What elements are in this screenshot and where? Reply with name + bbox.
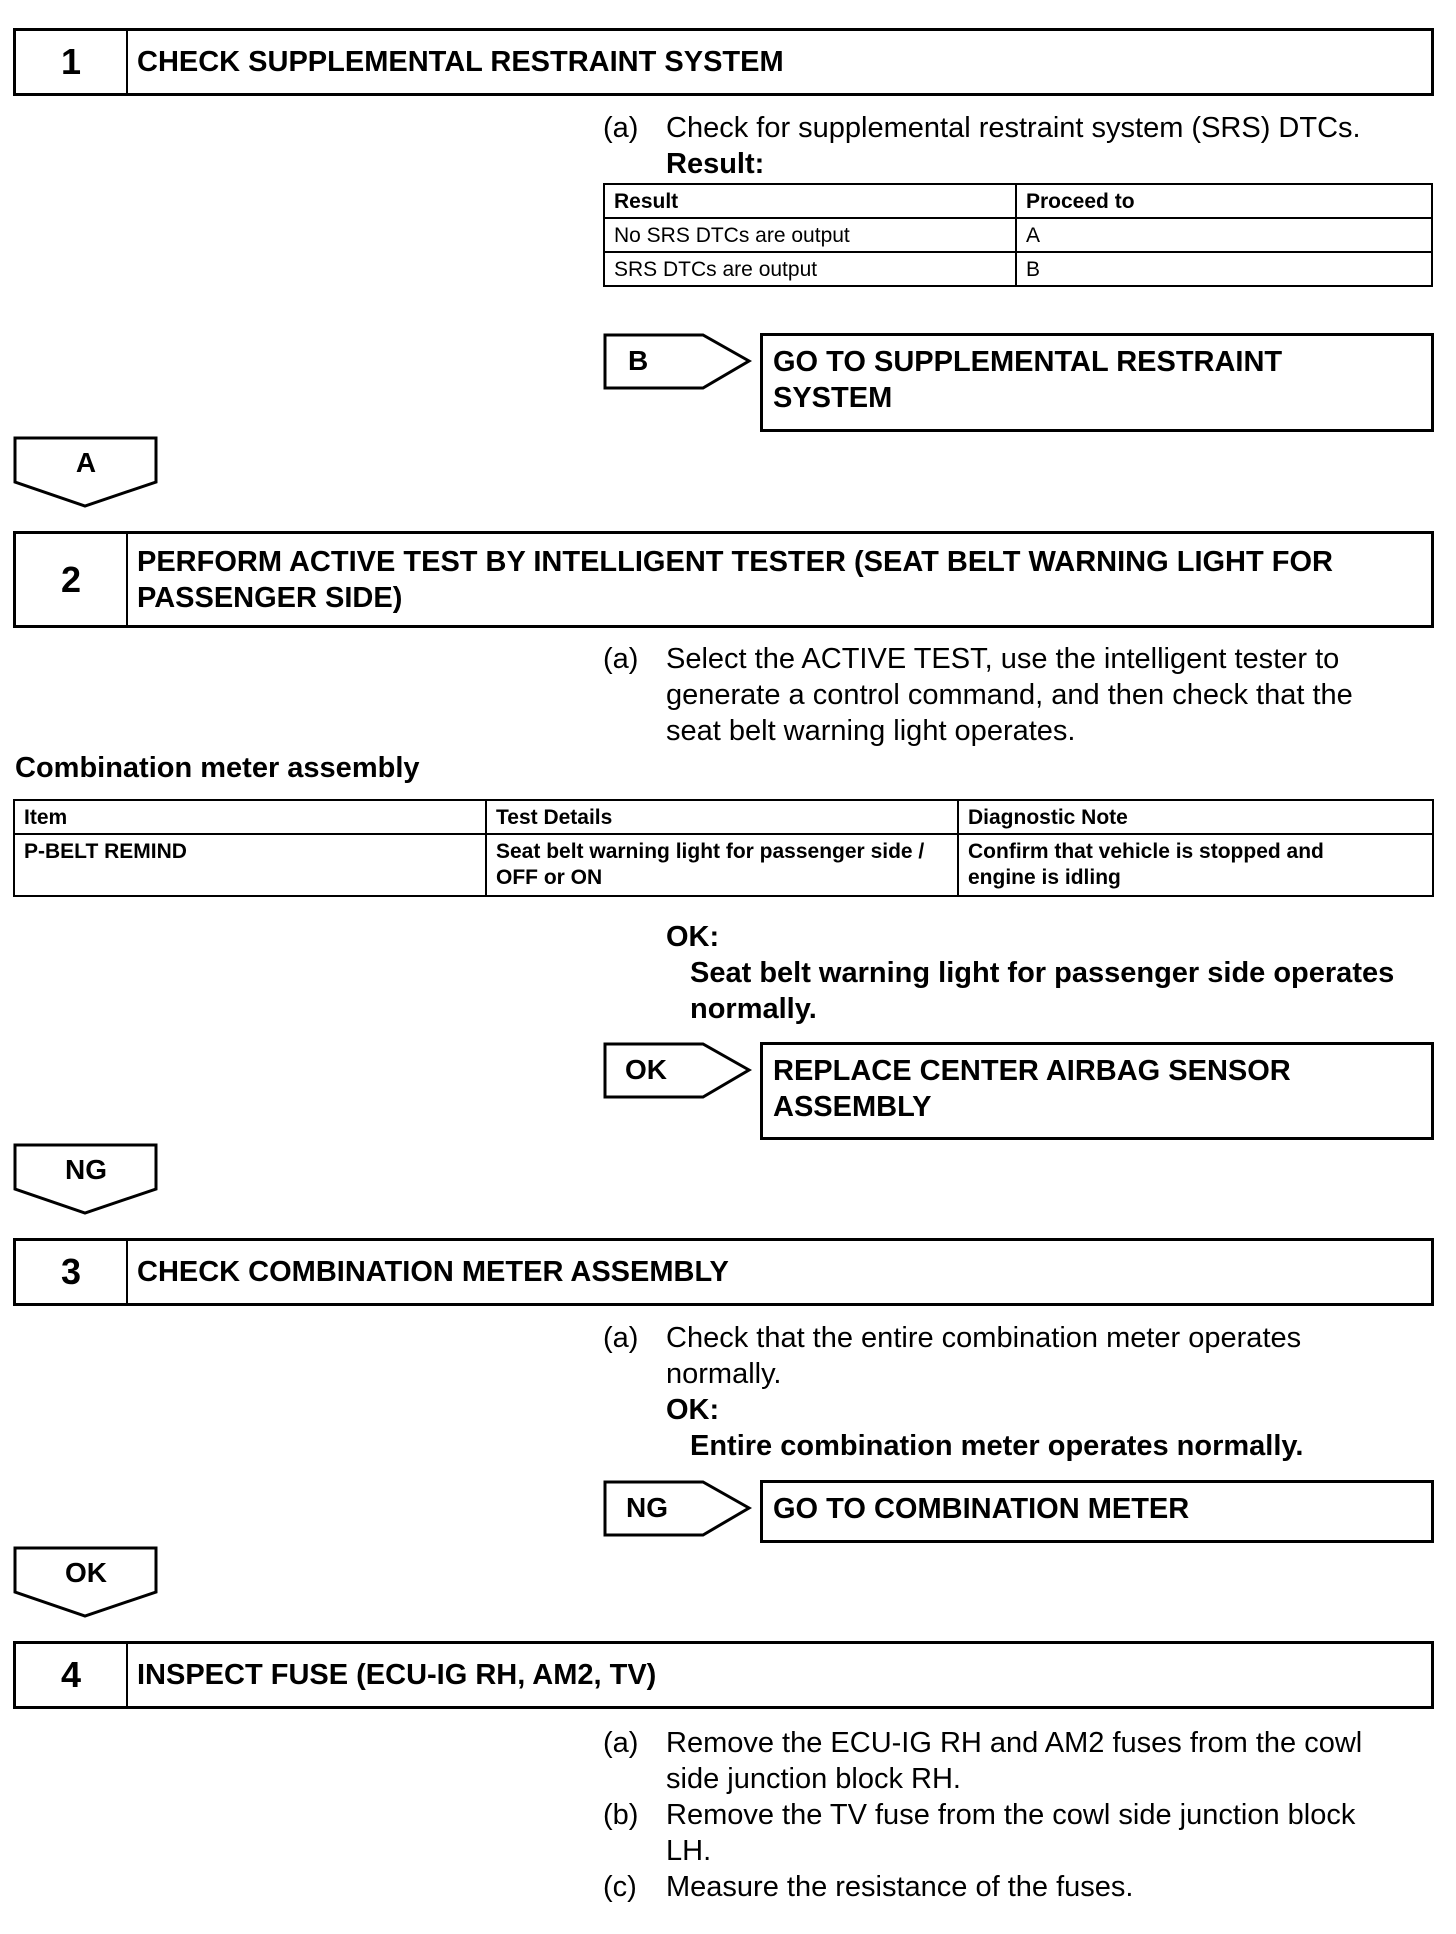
step-title: CHECK SUPPLEMENTAL RESTRAINT SYSTEM (137, 46, 784, 78)
instruction-line: Remove the ECU-IG RH and AM2 fuses from the cowl (666, 1727, 1363, 1759)
continue-label: A (75, 447, 97, 478)
branch-destination-box (760, 1042, 1434, 1140)
instruction-line: Select the ACTIVE TEST, use the intelligent tester to (666, 643, 1340, 675)
table-row (604, 218, 1432, 252)
step-4-header (13, 1641, 1434, 1709)
cell-line: Confirm that vehicle is stopped and (968, 840, 1324, 863)
ok-heading: OK: (666, 921, 720, 953)
table-cell: No SRS DTCs are output (604, 218, 1016, 252)
ok-criteria-line: normally. (690, 993, 817, 1025)
cell-line: Seat belt warning light for passenger side / (496, 840, 925, 863)
branch-label: OK (625, 1054, 667, 1085)
table-cell (486, 834, 958, 896)
step-title (137, 534, 1421, 625)
destination-line: GO TO SUPPLEMENTAL RESTRAINT (773, 346, 1283, 378)
instruction-line: LH. (666, 1835, 712, 1867)
instruction-text (666, 1320, 1301, 1392)
instruction-line: generate a control command, and then check that the (666, 679, 1353, 711)
step-2-header (13, 531, 1434, 628)
instruction-line: seat belt warning light operates. (666, 715, 1076, 747)
destination-line: ASSEMBLY (773, 1091, 932, 1123)
result-heading: Result: (666, 148, 765, 180)
step-title-line: PASSENGER SIDE) (137, 581, 403, 614)
table-row (14, 834, 1433, 896)
result-table (603, 183, 1433, 287)
instruction-line: Check that the entire combination meter operates (666, 1322, 1302, 1354)
destination-line: REPLACE CENTER AIRBAG SENSOR (773, 1055, 1291, 1087)
table-cell: P-BELT REMIND (14, 834, 486, 896)
instruction (603, 1869, 1423, 1909)
branch-destination-box (760, 333, 1434, 432)
instruction-line: Remove the TV fuse from the cowl side junction block (666, 1799, 1356, 1831)
destination-line: GO TO COMBINATION METER (773, 1493, 1190, 1525)
cell-line: engine is idling (968, 866, 1121, 889)
table-header-row (604, 184, 1432, 218)
instruction (603, 641, 1423, 751)
instruction-text (666, 1725, 1362, 1797)
table-header-row (14, 800, 1433, 834)
table-header: Result (604, 184, 1016, 218)
table-caption: Combination meter assembly (15, 752, 420, 784)
instruction-line: Measure the resistance of the fuses. (666, 1871, 1134, 1903)
instruction-text: Check for supplemental restraint system (SRS) DTCs. (666, 112, 1361, 144)
table-header: Test Details (486, 800, 958, 834)
instruction-label: (b) (603, 1799, 639, 1831)
branch-label: NG (626, 1492, 668, 1523)
instruction (603, 1797, 1423, 1869)
step-title: INSPECT FUSE (ECU-IG RH, AM2, TV) (137, 1659, 657, 1691)
instruction (603, 1320, 1423, 1392)
branch-arrow-icon (603, 333, 753, 391)
table-cell: B (1016, 252, 1432, 286)
step-title: CHECK COMBINATION METER ASSEMBLY (137, 1256, 729, 1288)
step-number: 3 (16, 1241, 128, 1303)
instruction-label: (a) (603, 112, 639, 144)
step-1-header (13, 28, 1434, 96)
table-header: Item (14, 800, 486, 834)
table-cell (958, 834, 1433, 896)
instruction-label: (a) (603, 643, 639, 675)
destination-line: SYSTEM (773, 382, 893, 414)
ok-criteria-line: Seat belt warning light for passenger side operates (690, 957, 1395, 989)
instruction-label: (a) (603, 1727, 639, 1759)
table-row (604, 252, 1432, 286)
ok-heading: OK: (666, 1394, 720, 1426)
instruction (603, 1725, 1423, 1797)
cell-line: OFF or ON (496, 866, 603, 889)
branch-destination-box (760, 1480, 1434, 1543)
instruction-text (666, 1869, 1133, 1905)
ok-criteria (690, 955, 1430, 1027)
branch-label: B (628, 345, 649, 376)
instruction-label: (c) (603, 1871, 637, 1903)
table-cell: SRS DTCs are output (604, 252, 1016, 286)
instruction-line: normally. (666, 1358, 782, 1390)
instruction-line: side junction block RH. (666, 1763, 961, 1795)
instruction-label: (a) (603, 1322, 639, 1354)
continue-label: NG (65, 1154, 107, 1185)
continue-label: OK (65, 1557, 107, 1588)
instruction-text (666, 641, 1353, 749)
table-header: Diagnostic Note (958, 800, 1433, 834)
step-number: 4 (16, 1644, 128, 1706)
table-cell: A (1016, 218, 1432, 252)
step-number: 1 (16, 31, 128, 93)
table-header: Proceed to (1016, 184, 1432, 218)
step-title-line: PERFORM ACTIVE TEST BY INTELLIGENT TESTER (SEAT BELT WARNING LIGHT FOR (137, 545, 1333, 578)
instruction-text (666, 1797, 1355, 1869)
active-test-table (13, 799, 1434, 897)
ok-criteria: Entire combination meter operates normally. (690, 1430, 1304, 1462)
step-3-header (13, 1238, 1434, 1306)
step-number: 2 (16, 534, 128, 625)
